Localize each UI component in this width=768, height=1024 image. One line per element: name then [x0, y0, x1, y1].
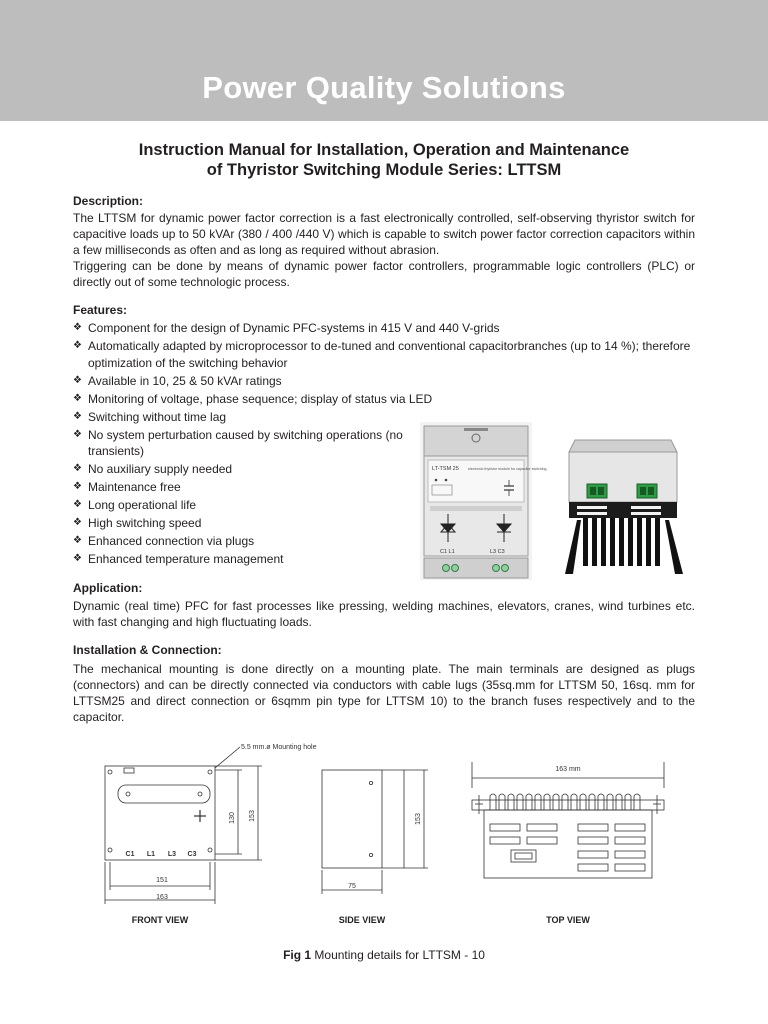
description-text: [73, 210, 695, 290]
diamond-bullet-icon: ❖: [73, 322, 82, 333]
description-heading: Description:: [73, 194, 144, 208]
top-view-drawing: [472, 762, 664, 878]
diamond-bullet-icon: ❖: [73, 535, 82, 546]
application-heading: Application:: [73, 581, 143, 595]
status-led-icon: [445, 479, 448, 482]
front-terminal-c3: C3: [187, 851, 197, 858]
banner-title: Power Quality Solutions: [202, 70, 566, 105]
green-terminal-icon: [443, 565, 450, 572]
front-view-drawing: [105, 747, 262, 904]
application-text: Dynamic (real time) PFC for fast processes like pressing, welding machines, elevators, cranes, wind turbines etc. with fast changing and high fluctuating loads.: [73, 599, 695, 629]
diamond-bullet-icon: ❖: [73, 374, 82, 386]
figure-caption-text: Mounting details for LTTSM - 10: [311, 948, 485, 962]
heatsink-fins-icon: [490, 794, 640, 810]
terminal-label-right: L3 C3: [490, 549, 505, 555]
feature-item: ❖ Enhanced temperature management: [73, 552, 284, 566]
front-terminal-l3: L3: [167, 851, 177, 858]
installation-text: The mechanical mounting is done directly on a mounting plate. The main terminals are designed as plugs (connectors) and can be directly connected via conductors with cable lugs (35sq.mm for LTTSM 50, 16sq. mm for LTTSM25 and direct connection or 6sqmm pin type for LTTSM 10) to the branch fuses respectively and to the capacitor.: [73, 662, 695, 724]
front-dim-130: 130: [229, 812, 236, 824]
figure-caption: [0, 948, 768, 962]
figure-number: Fig 1: [283, 948, 312, 962]
heatsink-fins-icon: [565, 518, 683, 574]
document-title-line1: Instruction Manual for Installation, Operation and Maintenance: [138, 141, 630, 159]
mounting-hole-label: 5.5 mm.ø Mounting hole: [241, 744, 317, 751]
mounting-drawing: [0, 738, 768, 938]
front-terminal-c1: C1: [125, 851, 135, 858]
front-terminal-l1: L1: [146, 851, 156, 858]
feature-item: ❖ Monitoring of voltage, phase sequence; display of status via LED: [73, 391, 433, 406]
green-terminal-icon: [452, 565, 459, 572]
installation-heading: Installation & Connection:: [73, 643, 222, 657]
feature-item: ❖ Component for the design of Dynamic PFC-systems in 415 V and 440 V-grids: [73, 321, 500, 335]
header-banner: [0, 0, 768, 121]
terminal-label-left: C1 L1: [440, 549, 455, 555]
side-view-drawing: [322, 770, 428, 894]
feature-item: ❖ Available in 10, 25 & 50 kVAr ratings: [73, 373, 282, 388]
document-title: [40, 140, 728, 180]
diamond-bullet-icon: ❖: [73, 499, 82, 510]
green-terminal-icon: [493, 565, 500, 572]
description-para1: The LTTSM for dynamic power factor correction is a fast electronically controlled, self-observing thyristor switch for capacitive loads up to 50 kVAr (380 / 400 /440 V) which is capable to switch power factor correction capacitors within a few milliseconds as often and as long as required without abrasion.: [73, 211, 695, 257]
diamond-bullet-icon: ❖: [73, 481, 82, 492]
thyristor-module-heatsink-photo: [565, 432, 683, 577]
top-dim-163mm: 163 mm: [555, 766, 581, 773]
diamond-bullet-icon: ❖: [73, 340, 82, 351]
diamond-bullet-icon: ❖: [73, 392, 82, 404]
side-view-label: SIDE VIEW: [338, 915, 386, 925]
diamond-bullet-icon: ❖: [73, 553, 82, 564]
front-view-label: FRONT VIEW: [131, 915, 189, 925]
thyristor-module-front-photo: [420, 422, 547, 580]
front-dim-153: 153: [249, 810, 256, 822]
feature-item: ❖ High switching speed: [73, 516, 202, 530]
feature-item: ❖ Enhanced connection via plugs: [73, 534, 255, 548]
diamond-bullet-icon: ❖: [73, 428, 82, 440]
front-dim-163: 163: [156, 894, 168, 901]
feature-item: ❖ Automatically adapted by microprocessor to de-tuned and conventional capacitorbranches (up to 14 %); therefore optimization of the switching behavior: [73, 339, 691, 370]
feature-item: ❖ Long operational life: [73, 498, 197, 512]
feature-item: ❖ No auxiliary supply needed: [73, 462, 233, 476]
top-view-label: TOP VIEW: [546, 915, 590, 925]
module-model-label: LT-TSM 25: [432, 466, 459, 472]
description-para2: Triggering can be done by means of dynamic power factor controllers, programmable logic controllers (PLC) or directly out of some technologic process.: [73, 259, 695, 289]
feature-item: ❖ Switching without time lag: [73, 409, 227, 424]
side-dim-75: 75: [348, 883, 356, 890]
document-title-line2: of Thyristor Switching Module Series: LTTSM: [206, 161, 562, 179]
green-terminal-icon: [502, 565, 509, 572]
diamond-bullet-icon: ❖: [73, 517, 82, 528]
diamond-bullet-icon: ❖: [73, 410, 82, 422]
feature-item: ❖ No system perturbation caused by switching operations (no transients): [73, 427, 403, 458]
side-dim-153: 153: [415, 813, 422, 825]
module-device-text: electronic thyristor module for capacitor switching: [468, 467, 547, 471]
features-heading: Features:: [73, 303, 128, 317]
front-dim-151: 151: [156, 877, 168, 884]
feature-item: ❖ Maintenance free: [73, 480, 181, 494]
status-led-icon: [435, 479, 438, 482]
diamond-bullet-icon: ❖: [73, 463, 82, 474]
